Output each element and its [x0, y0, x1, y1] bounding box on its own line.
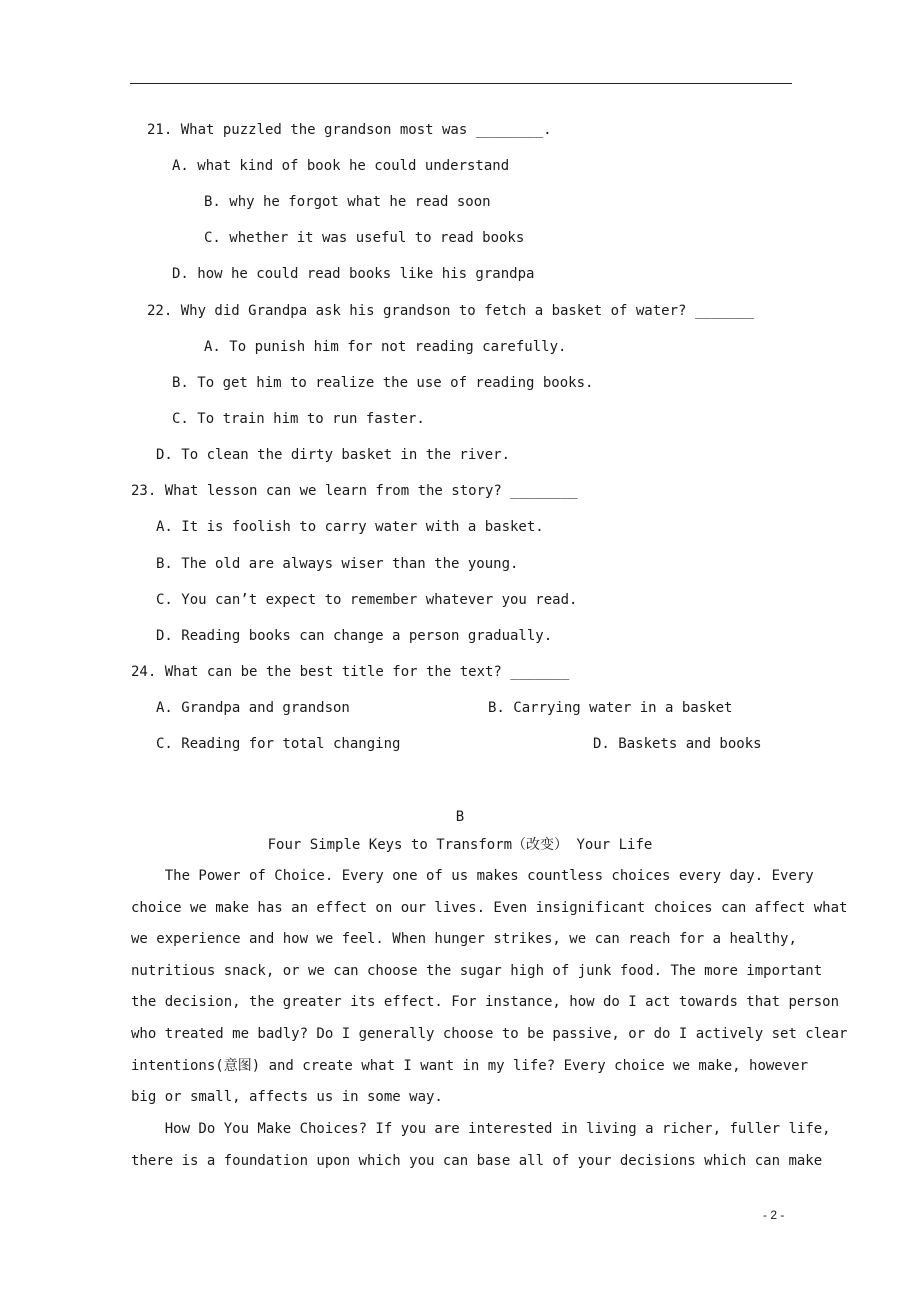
paragraph-line: The Power of Choice. Every one of us makes countless choices every day. Every [131, 868, 814, 884]
paragraph-line: nutritious snack, or we can choose the sugar high of junk food. The more important [131, 962, 823, 979]
question-24-option-b: B. Carrying water in a basket [488, 700, 733, 716]
question-23-option-c: C. You can’t expect to remember whatever you read. [156, 592, 578, 608]
question-22-stem: 22. Why did Grandpa ask his grandson to fetch a basket of water? _______ [147, 303, 754, 319]
question-22-option-a: A. To punish him for not reading carefully. [204, 339, 567, 355]
question-21-stem: 21. What puzzled the grandson most was ________. [147, 122, 552, 138]
article-paragraph-2 [131, 1114, 831, 1177]
question-23-option-a: A. It is foolish to carry water with a basket. [156, 519, 544, 535]
question-22-option-b: B. To get him to realize the use of reading books. [172, 375, 594, 391]
paragraph-line: intentions(意图) and create what I want in my life? Every choice we make, however [131, 1057, 809, 1074]
question-23-option-d: D. Reading books can change a person gradually. [156, 628, 553, 644]
question-24-option-a: A. Grandpa and grandson [156, 700, 350, 716]
paragraph-line: big or small, affects us in some way. [131, 1089, 443, 1106]
question-24-stem: 24. What can be the best title for the text? _______ [131, 664, 570, 680]
article-paragraph-1 [131, 861, 848, 1114]
section-label: B [455, 809, 465, 825]
article-title: Four Simple Keys to Transform（改变） Your Life [267, 837, 653, 853]
question-21-option-a: A. what kind of book he could understand [172, 158, 510, 174]
question-21-option-d: D. how he could read books like his grandpa [172, 266, 535, 282]
header-rule [130, 83, 792, 84]
paragraph-line: the decision, the greater its effect. For instance, how do I act towards that person [131, 994, 840, 1011]
question-23-stem: 23. What lesson can we learn from the story? ________ [131, 483, 578, 499]
paragraph-line: who treated me badly? Do I generally choose to be passive, or do I actively set clear [131, 1025, 848, 1042]
question-21-option-b: B. why he forgot what he read soon [204, 194, 491, 210]
question-23-option-b: B. The old are always wiser than the young. [156, 556, 519, 572]
question-24-option-d: D. Baskets and books [593, 736, 762, 752]
question-22-option-d: D. To clean the dirty basket in the river. [156, 447, 511, 463]
paragraph-line: we experience and how we feel. When hunger strikes, we can reach for a healthy, [131, 931, 797, 948]
question-24-option-c: C. Reading for total changing [156, 736, 401, 752]
page-number: - 2 - [763, 1208, 785, 1222]
paragraph-line: there is a foundation upon which you can base all of your decisions which can make [131, 1152, 823, 1169]
question-21-option-c: C. whether it was useful to read books [204, 230, 525, 246]
paragraph-line: choice we make has an effect on our lives. Even insignificant choices can affect what [131, 899, 848, 916]
question-22-option-c: C. To train him to run faster. [172, 411, 425, 427]
paragraph-line: How Do You Make Choices? If you are interested in living a richer, fuller life, [131, 1121, 831, 1137]
